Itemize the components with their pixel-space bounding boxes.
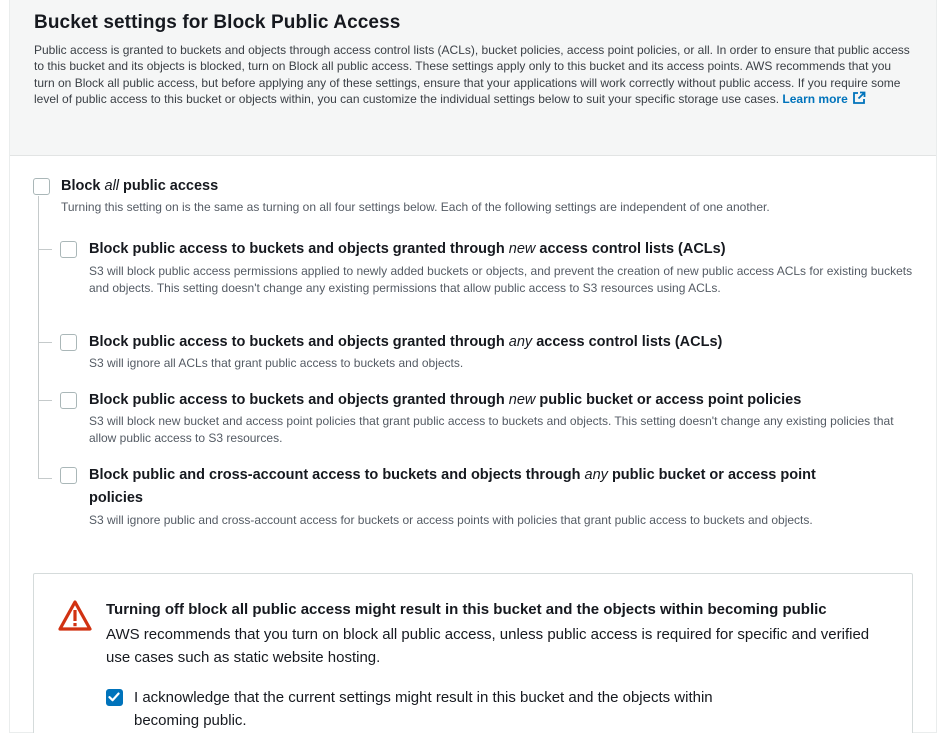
block-all-checkbox[interactable] <box>33 178 50 195</box>
option-new-policies-description: S3 will block new bucket and access point policies that grant public access to buckets and objects. This setting doesn't change any existing policies that allow public access to S3 resources. <box>89 414 894 445</box>
section-description <box>34 42 914 107</box>
checkmark-icon <box>108 691 120 703</box>
option-title-suffix: public bucket or access point <box>607 467 816 483</box>
option-new-policies-checkbox[interactable] <box>60 392 77 409</box>
option-any-acls-description: S3 will ignore all ACLs that grant public access to buckets and objects. <box>89 356 464 370</box>
description-text: Public access is granted to buckets and objects through access control lists (ACLs), bucket policies, access point policies, or all. In order to ensure that public access to this bucket and its objects is blocked, turn on Block all public access. These settings apply only to this bucket and its access points. AWS recommends that you turn on Block all public access, but before applying any of these settings, ensure that your applications will work correctly without public access. If you require some level of public access to this bucket or objects within, you can customize the individual settings below to suit your specific storage use cases. <box>34 43 910 106</box>
option-any-policies-description: S3 will ignore public and cross-account access for buckets or access points with policies that grant public access to buckets and objects. <box>89 513 813 527</box>
tree-connector <box>38 196 39 479</box>
warning-title: Turning off block all public access might result in this bucket and the objects within becoming public <box>106 601 827 618</box>
option-title-suffix: access control lists (ACLs) <box>535 241 726 257</box>
public-access-warning <box>33 573 913 733</box>
warning-body: AWS recommends that you turn on block all public access, unless public access is required for specific and verified use cases such as static website hosting. <box>106 626 870 666</box>
tree-branch <box>38 249 52 250</box>
option-new-acls-checkbox[interactable] <box>60 241 77 258</box>
tree-branch <box>38 478 52 479</box>
acknowledge-checkbox[interactable] <box>106 689 123 706</box>
tree-branch <box>38 342 52 343</box>
learn-more-label: Learn more <box>782 91 848 106</box>
option-any-acls-title[interactable] <box>89 334 722 350</box>
option-title-emphasis: any <box>584 467 608 483</box>
option-any-acls-checkbox[interactable] <box>60 334 77 351</box>
option-title-emphasis: new <box>508 241 536 257</box>
option-title-prefix: Block public access to buckets and objects granted through <box>89 241 509 257</box>
warning-triangle-icon <box>58 600 92 632</box>
block-all-description: Turning this setting on is the same as turning on all four settings below. Each of the following settings are independent of one another. <box>61 200 770 214</box>
option-any-policies-title-line2[interactable]: policies <box>89 490 143 506</box>
external-link-icon <box>852 91 866 105</box>
option-title-prefix: Block public and cross-account access to buckets and objects through <box>89 467 585 483</box>
option-new-acls-title[interactable] <box>89 241 726 257</box>
block-all-title-suffix: public access <box>119 178 219 194</box>
block-all-title-emphasis: all <box>104 178 120 194</box>
option-title-suffix: access control lists (ACLs) <box>532 334 723 350</box>
option-new-acls-description: S3 will block public access permissions applied to newly added buckets or objects, and prevent the creation of new public access ACLs for existing buckets and objects. This setting doesn't change any existing permissions that allow public access to S3 resources using ACLs. <box>89 264 913 295</box>
tree-branch <box>38 400 52 401</box>
option-title-emphasis: new <box>508 392 536 408</box>
option-title-prefix: Block public access to buckets and objects granted through <box>89 392 509 408</box>
learn-more-link[interactable] <box>782 92 865 106</box>
panel-header <box>10 0 936 156</box>
page-title: Bucket settings for Block Public Access <box>34 12 401 33</box>
block-all-title[interactable] <box>61 178 218 194</box>
option-title-suffix: public bucket or access point policies <box>535 392 802 408</box>
option-title-emphasis: any <box>508 334 533 350</box>
acknowledge-label[interactable]: I acknowledge that the current settings might result in this bucket and the objects within becoming public. <box>134 689 713 729</box>
option-title-prefix: Block public access to buckets and objects granted through <box>89 334 509 350</box>
option-any-policies-title[interactable] <box>89 467 816 483</box>
option-new-policies-title[interactable] <box>89 392 801 408</box>
block-all-title-prefix: Block <box>61 178 105 194</box>
option-any-policies-checkbox[interactable] <box>60 467 77 484</box>
